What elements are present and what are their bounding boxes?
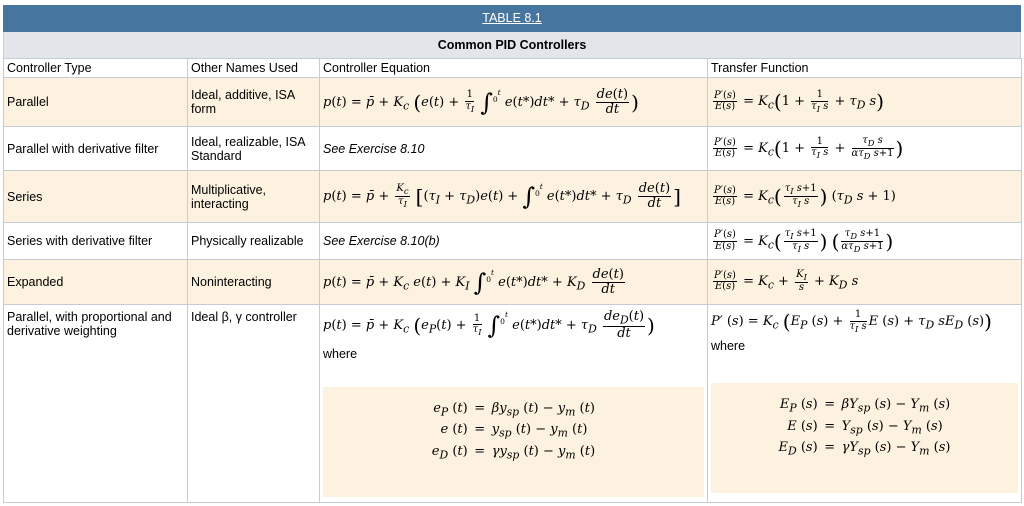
row-names: Physically realizable bbox=[188, 223, 320, 260]
table-row bbox=[4, 127, 1022, 171]
table-row bbox=[4, 260, 1022, 305]
header-transfer-function: Transfer Function bbox=[708, 59, 1022, 78]
table-row bbox=[4, 78, 1022, 127]
transfer-parallel: $\frac{P'(s)}{E(s)}$ = $K_c(1$ + $\frac{1}{\tau_I s}$ + $\tau_D$ s) bbox=[708, 78, 1022, 127]
transfer-weighted: P′ $(s) = K_c$ ($E_P$ (s) + $\frac{1}{\tau_I s}$ E $(s) + \tau_D$ $sE_D$ (s)) where $E_P$ (s) = $\beta Y_{sp}$ $(s) - Y_m$ (s) E (s) = $Y_{sp}$ $(s) - Y_m$ (s) $E_D$ (s) = $\gamma Y_{sp}$ $(s) - Y_m$ (s) bbox=[708, 305, 1022, 503]
row-names: Ideal, realizable, ISA Standard bbox=[188, 127, 320, 171]
transfer-series-filter: $\frac{P'(s)}{E(s)}$ = $K_c$( $\frac{\tau_I s+1}{\tau_I s}$ ) ( $\frac{\tau_D s+1}{\alpha\tau_D s+1}$ ) bbox=[708, 223, 1022, 260]
equation-expanded: p(t) = p̄ + $K_c$ $e(t) + K_I$ ∫$^{_0^t}$ $e(t*)dt* + K_D$ $\frac{de(t)}{dt}$ bbox=[320, 260, 708, 305]
row-type: Series bbox=[4, 171, 188, 223]
row-names: Multiplicative, interacting bbox=[188, 171, 320, 223]
row-type: Expanded bbox=[4, 260, 188, 305]
table-label[interactable]: TABLE 8.1 bbox=[3, 5, 1021, 32]
row-type: Parallel bbox=[4, 78, 188, 127]
row-names: Noninteracting bbox=[188, 260, 320, 305]
header-controller-equation: Controller Equation bbox=[320, 59, 708, 78]
row-type: Parallel, with proportional and derivative weighting bbox=[4, 305, 188, 503]
transfer-series: $\frac{P'(s)}{E(s)}$ = $K_c$( $\frac{\tau_I s+1}{\tau_I s}$ ) ($\tau_D$ s + 1) bbox=[708, 171, 1022, 223]
table-row bbox=[4, 305, 1022, 503]
row-names: Ideal β, γ controller bbox=[188, 305, 320, 503]
equation-parallel: p(t) = p̄ + $K_c$ (e(t) + $\frac{1}{\tau_I}$ ∫$^{_0^t}$ $e(t*)dt* + \tau_D$ $\frac{de(t)}{dt}$ ) bbox=[320, 78, 708, 127]
header-other-names: Other Names Used bbox=[188, 59, 320, 78]
transfer-parallel-filter: $\frac{P'(s)}{E(s)}$ = $K_c(1$ + $\frac{1}{\tau_I s}$ + $\frac{\tau_D s}{\alpha\tau_D s+1}$ ) bbox=[708, 127, 1022, 171]
header-controller-type: Controller Type bbox=[4, 59, 188, 78]
where-label: where bbox=[323, 346, 358, 361]
pid-controllers-table bbox=[3, 58, 1022, 503]
row-names: Ideal, additive, ISA form bbox=[188, 78, 320, 127]
row-type: Series with derivative filter bbox=[4, 223, 188, 260]
table-row bbox=[4, 223, 1022, 260]
transfer-expanded: $\frac{P'(s)}{E(s)}$ = $K_c$ + $\frac{K_I}{s}$ + $K_D$ s bbox=[708, 260, 1022, 305]
equation-weighted: p(t) = p̄ + $K_c$ ($e_P(t)$ + $\frac{1}{\tau_I}$ ∫$^{_0^t}$ $e(t*)dt* + \tau_D$ $\frac{de_D(t)}{dt}$ ) where $e_P$ (t) = $\beta y_{sp}$ $(t) - y_m$ (t) e (t) = $y_{sp}$ $(t) - y_m$ (t) $e_D$ (t) = $\gamma y_{sp}$ $(t) - y_m$ (t) bbox=[320, 305, 708, 503]
table-row bbox=[4, 171, 1022, 223]
row-type: Parallel with derivative filter bbox=[4, 127, 188, 171]
table-title: Common PID Controllers bbox=[3, 32, 1021, 58]
laplace-definitions: $E_P$ (s) = $\beta Y_{sp}$ $(s) - Y_m$ (s) E (s) = $Y_{sp}$ $(s) - Y_m$ (s) $E_D$ (s) = $\gamma Y_{sp}$ $(s) - Y_m$ (s) bbox=[711, 383, 1018, 493]
equation-see-exercise: See Exercise 8.10 bbox=[320, 127, 708, 171]
where-label: where bbox=[711, 339, 746, 354]
error-definitions: $e_P$ (t) = $\beta y_{sp}$ $(t) - y_m$ (t) e (t) = $y_{sp}$ $(t) - y_m$ (t) $e_D$ (t) = $\gamma y_{sp}$ $(t) - y_m$ (t) bbox=[323, 387, 704, 497]
equation-see-exercise-b: See Exercise 8.10(b) bbox=[320, 223, 708, 260]
equation-series: p(t) = p̄ + $\frac{K_c}{\tau_I}$ [$(\tau_I + \tau_D)e(t) + \int^{_0^t}$ $e(t*)dt* + \tau_D$ $\frac{de(t)}{dt}$ ] bbox=[320, 171, 708, 223]
